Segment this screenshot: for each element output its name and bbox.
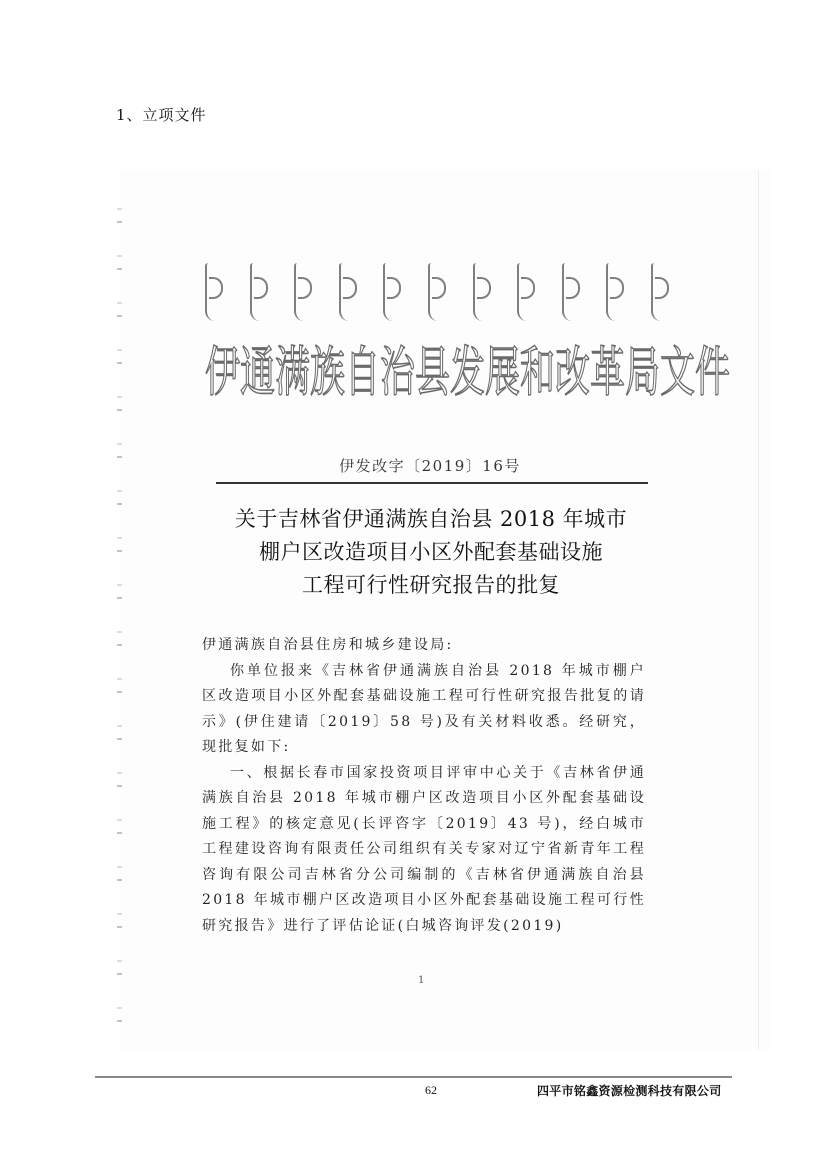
mongolian-word-icon [294, 263, 318, 321]
mongolian-word-icon [383, 263, 407, 321]
document-number: 伊发改字〔2019〕16号 [339, 457, 521, 475]
mongolian-word-icon [205, 263, 229, 321]
title-line: 关于吉林省伊通满族自治县 2018 年城市 [234, 507, 628, 531]
scan-edge-artifact [117, 190, 122, 1050]
footer-page-number: 62 [425, 1083, 437, 1097]
issuing-organization-title: 伊通满族自治县发展和改革局文件 [205, 342, 731, 405]
scan-page-number: 1 [418, 975, 425, 986]
addressee: 伊通满族自治县住房和城乡建设局: [202, 637, 454, 653]
footer-divider [95, 1076, 732, 1078]
mongolian-word-icon [562, 263, 586, 321]
document-body [202, 633, 646, 939]
title-line: 工程可行性研究报告的批复 [302, 573, 560, 597]
scan-edge-artifact [758, 170, 759, 1050]
mongolian-script-header [205, 258, 675, 326]
mongolian-word-icon [339, 263, 363, 321]
mongolian-word-icon [473, 263, 497, 321]
body-paragraph: 一、根据长春市国家投资项目评审中心关于《吉林省伊通满族自治县 2018 年城市棚户区改造项目小区外配套基础设施工程》的核定意见(长评咨字〔2019〕43 号)，经白城市工程建设咨询有限责任公司组织有关专家对辽宁省新青年工程咨询有限公司吉林省分公司编制的《吉林省伊通满族自治县 2018 年城市棚户区改造项目小区外配套基础设施工程可行性研究报告》进行了评估论证(白城咨询评发(2019) [202, 764, 646, 934]
footer-company-name: 四平市铭鑫资源检测科技有限公司 [537, 1084, 722, 1098]
mongolian-word-icon [250, 263, 274, 321]
mongolian-word-icon [606, 263, 630, 321]
title-line: 棚户区改造项目小区外配套基础设施 [259, 540, 603, 564]
section-heading: 1、立项文件 [116, 106, 207, 124]
mongolian-word-icon [517, 263, 541, 321]
body-paragraph: 你单位报来《吉林省伊通满族自治县 2018 年城市棚户区改造项目小区外配套基础设施工程可行性研究报告批复的请示》(伊住建请〔2019〕58 号)及有关材料收悉。经研究，现批复如下: [202, 662, 646, 755]
mongolian-word-icon [428, 263, 452, 321]
mongolian-word-icon [651, 263, 675, 321]
document-title [200, 503, 662, 602]
header-divider [216, 482, 648, 484]
